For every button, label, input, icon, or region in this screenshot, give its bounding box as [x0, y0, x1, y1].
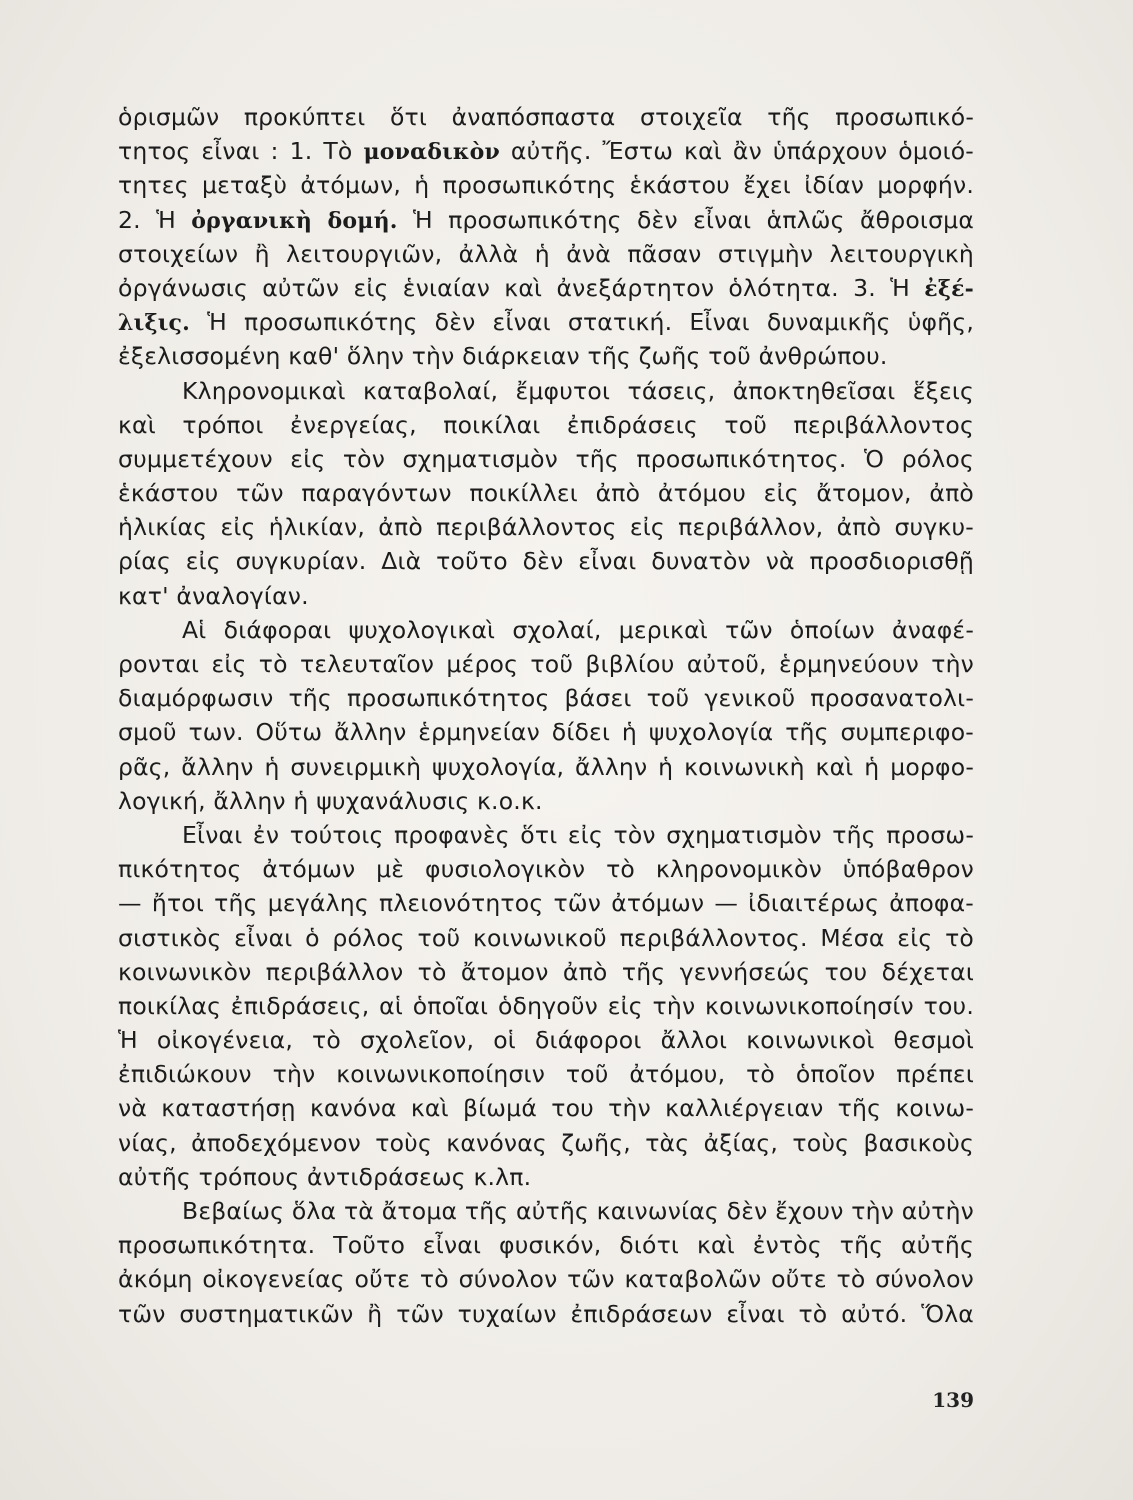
page-number: 139: [932, 1388, 974, 1412]
text-line: ρονται εἰς τὸ τελευταῖον μέρος τοῦ βιβλίου αὐτοῦ, ἑρμηνεύουν τὴν: [118, 650, 974, 678]
text-line: στοιχείων ἢ λειτουργιῶν, ἀλλὰ ἡ ἀνὰ πᾶσαν στιγμὴν λειτουργικὴ: [118, 239, 974, 268]
line-text: 2. Ἡ: [118, 205, 192, 234]
line-text: αὐτῆς. Ἔστω καὶ ἂν ὑπάρχουν ὁμοιό-: [499, 137, 974, 166]
text-line: [118, 134, 974, 168]
text-line: κοινωνικὸν περιβάλλον τὸ ἄτομον ἀπὸ τῆς γεννήσεώς του δέχεται: [118, 957, 974, 986]
text-line: διαμόρφωσιν τῆς προσωπικότητος βάσει τοῦ γενικοῦ προσανατολι-: [118, 684, 974, 713]
text-line: σμοῦ των. Οὕτω ἄλλην ἑρμηνείαν δίδει ἡ ψυχολογία τῆς συμπεριφο-: [118, 718, 974, 747]
text-line: λογική, ἄλλην ἡ ψυχανάλυσις κ.ο.κ.: [118, 786, 543, 815]
text-line: Εἶναι ἐν τούτοις προφανὲς ὅτι εἰς τὸν σχηματισμὸν τῆς προσω-: [182, 820, 974, 849]
bold-term: λιξις.: [118, 310, 191, 337]
text-line: νίας, ἀποδεχόμενον τοὺς κανόνας ζωῆς, τὰς ἀξίας, τοὺς βασικοὺς: [118, 1128, 974, 1157]
text-line: — ἤτοι τῆς μεγάλης πλειονότητος τῶν ἀτόμων — ἰδιαιτέρως ἀποφα-: [118, 889, 974, 918]
bold-term: ἐξέ-: [924, 275, 974, 302]
text-line: αὐτῆς τρόπους ἀντιδράσεως κ.λπ.: [118, 1162, 532, 1191]
bold-term: ὀργανικὴ δομή.: [191, 207, 398, 234]
text-line: ἐξελισσομένη καθ' ὅλην τὴν διάρκειαν τῆς ζωῆς τοῦ ἀνθρώπου.: [118, 342, 888, 371]
text-line: σιστικὸς εἶναι ὁ ρόλος τοῦ κοινωνικοῦ περιβάλλοντος. Μέσα εἰς τὸ: [118, 923, 974, 952]
line-text: τητος εἶναι : 1. Τὸ: [118, 137, 364, 166]
body-text: [118, 100, 974, 1331]
text-line: τητες μεταξὺ ἀτόμων, ἡ προσωπικότης ἑκάστου ἔχει ἰδίαν μορφήν.: [118, 171, 974, 200]
text-line: [118, 305, 974, 339]
text-line: ρᾶς, ἄλλην ἡ συνειρμικὴ ψυχολογία, ἄλλην ἡ κοινωνικὴ καὶ ἡ μορφο-: [118, 752, 974, 781]
text-line: συμμετέχουν εἰς τὸν σχηματισμὸν τῆς προσωπικότητος. Ὁ ρόλος: [118, 444, 974, 473]
text-line: ποικίλας ἐπιδράσεις, αἱ ὁποῖαι ὁδηγοῦν εἰς τὴν κοινωνικοποίησίν του.: [118, 991, 974, 1020]
line-text: Ἡ προσωπικότης δὲν εἶναι ἁπλῶς ἄθροισμα: [397, 205, 975, 234]
text-line: προσωπικότητα. Τοῦτο εἶναι φυσικόν, διότι καὶ ἐντὸς τῆς αὐτῆς: [118, 1231, 974, 1260]
text-line: ἑκάστου τῶν παραγόντων ποικίλλει ἀπὸ ἀτόμου εἰς ἄτομον, ἀπὸ: [118, 479, 974, 508]
text-line: νὰ καταστήσῃ κανόνα καὶ βίωμά του τὴν καλλιέργειαν τῆς κοινω-: [118, 1094, 974, 1123]
text-line: ἡλικίας εἰς ἡλικίαν, ἀπὸ περιβάλλοντος εἰς περιβάλλον, ἀπὸ συγκυ-: [118, 513, 974, 542]
text-line: [118, 203, 974, 237]
text-line: κατ' ἀναλογίαν.: [118, 581, 309, 610]
text-line: Βεβαίως ὅλα τὰ ἄτομα τῆς αὐτῆς καινωνίας δὲν ἔχουν τὴν αὐτὴν: [182, 1197, 974, 1225]
text-line: ὁρισμῶν προκύπτει ὅτι ἀναπόσπαστα στοιχεῖα τῆς προσωπικό-: [118, 103, 974, 131]
text-line: πικότητος ἀτόμων μὲ φυσιολογικὸν τὸ κληρονομικὸν ὑπόβαθρον: [118, 855, 974, 884]
bold-term: μοναδικὸν: [363, 139, 500, 166]
text-line: Ἡ οἰκογένεια, τὸ σχολεῖον, οἱ διάφοροι ἄλλοι κοινωνικοὶ θεσμοὶ: [118, 1026, 974, 1055]
text-line: Αἱ διάφοραι ψυχολογικαὶ σχολαί, μερικαὶ τῶν ὁποίων ἀναφέ-: [182, 615, 974, 644]
line-text: ὀργάνωσις αὐτῶν εἰς ἑνιαίαν καὶ ἀνεξάρτητον ὁλότητα. 3. Ἡ: [118, 273, 925, 302]
text-line: ἀκόμη οἰκογενείας οὔτε τὸ σύνολον τῶν καταβολῶν οὔτε τὸ σύνολον: [118, 1265, 974, 1294]
line-text: Ἡ προσωπικότης δὲν εἶναι στατική. Εἶναι δυναμικῆς ὑφῆς,: [190, 308, 974, 337]
text-line: τῶν συστηματικῶν ἢ τῶν τυχαίων ἐπιδράσεων εἶναι τὸ αὐτό. Ὅλα: [118, 1299, 974, 1328]
text-line: Κληρονομικαὶ καταβολαί, ἔμφυτοι τάσεις, ἀποκτηθεῖσαι ἕξεις: [182, 376, 974, 405]
text-line: ἐπιδιώκουν τὴν κοινωνικοποίησιν τοῦ ἀτόμου, τὸ ὁποῖον πρέπει: [118, 1060, 974, 1089]
text-line: καὶ τρόποι ἐνεργείας, ποικίλαι ἐπιδράσεις τοῦ περιβάλλοντος: [118, 410, 974, 439]
text-line: [118, 271, 974, 305]
text-line: ρίας εἰς συγκυρίαν. Διὰ τοῦτο δὲν εἶναι δυνατὸν νὰ προσδιορισθῇ: [118, 547, 974, 576]
